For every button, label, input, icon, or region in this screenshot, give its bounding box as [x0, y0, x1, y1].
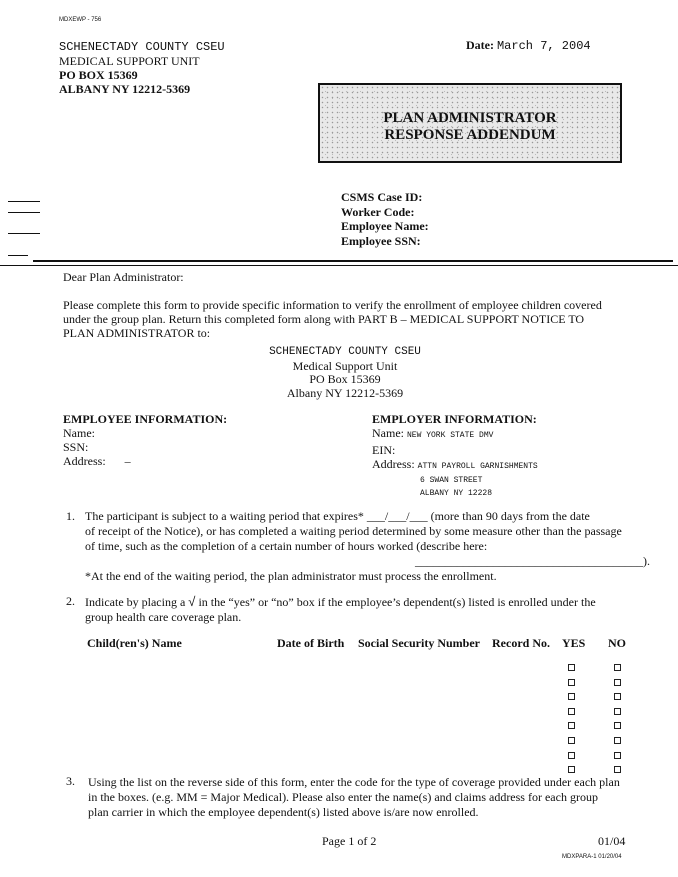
item-1-line-3: of time, such as the completion of a certain number of hours worked (describe here: — [85, 539, 488, 553]
item-2-line-1a: Indicate by placing a — [85, 595, 186, 609]
yes-checkbox[interactable] — [568, 708, 575, 715]
no-checkbox[interactable] — [614, 664, 621, 671]
sender-line-2: MEDICAL SUPPORT UNIT — [59, 54, 200, 68]
employee-ssn-label: Employee SSN: — [341, 233, 421, 248]
employee-name-label: Employee Name: — [341, 219, 429, 233]
addendum-line-2: RESPONSE ADDENDUM — [384, 127, 556, 143]
item-1-line-1b: (more than 90 days from the date — [430, 509, 590, 523]
no-checkbox[interactable] — [614, 679, 621, 686]
item-3-number: 3. — [66, 774, 75, 788]
no-checkbox[interactable] — [614, 708, 621, 715]
worker-code-label: Worker Code: — [341, 204, 415, 219]
item-2-number: 2. — [66, 594, 75, 608]
intro-line-3: PLAN ADMINISTRATOR to: — [63, 326, 211, 340]
employer-info — [372, 412, 538, 500]
footer-date-code: 01/04 — [598, 834, 626, 848]
intro-line-2: under the group plan. Return this completed form along with PART B – MEDICAL SUPPORT NOTICE TO — [63, 312, 585, 326]
intro-paragraph — [63, 298, 626, 340]
employer-address-line-1: ATTN PAYROLL GARNISHMENTS — [417, 462, 538, 471]
margin-mark — [8, 201, 40, 202]
yes-checkbox[interactable] — [568, 752, 575, 759]
return-line-3: PO Box 15369 — [309, 372, 381, 386]
yes-checkbox[interactable] — [568, 766, 575, 773]
yes-checkbox[interactable] — [568, 679, 575, 686]
item-2-line-2: group health care coverage plan. — [85, 610, 242, 624]
intro-line-1: Please complete this form to provide specific information to verify the enrollment of employee children covered — [63, 298, 602, 312]
employee-info-heading: EMPLOYEE INFORMATION: — [63, 412, 228, 426]
col-header-ssn: Social Security Number — [358, 636, 480, 650]
item-3-line-2: in the boxes. (e.g. MM = Major Medical). Please also enter the name(s) and claims address for each group — [88, 790, 598, 804]
employer-address-label: Address: — [372, 457, 415, 471]
employee-address-field: Address: — [63, 454, 106, 468]
col-header-name: Child(ren's) Name — [87, 636, 182, 650]
margin-mark — [8, 233, 40, 234]
csms-case-id-label: CSMS Case ID: — [341, 190, 423, 204]
form-code-top: MDXEWP - 756 — [59, 17, 102, 23]
employer-address-line-2: 6 SWAN STREET — [420, 476, 483, 485]
item-1-line-2: of receipt of the Notice), or has completed a waiting period determined by some measure other than the passage — [85, 524, 622, 538]
item-1-line-4: ______________________________________). — [415, 554, 650, 568]
yes-checkbox[interactable] — [568, 693, 575, 700]
employee-info — [63, 412, 227, 468]
item-3-text — [88, 775, 628, 820]
date-value: March 7, 2004 — [496, 39, 591, 53]
return-address — [200, 346, 490, 400]
no-checkbox[interactable] — [614, 766, 621, 773]
employee-ssn-field: SSN: — [63, 440, 89, 454]
salutation: Dear Plan Administrator: — [63, 270, 184, 284]
no-checkbox[interactable] — [614, 722, 621, 729]
item-3-line-3: plan carrier in which the employee dependent(s) listed above is/are now enrolled. — [88, 805, 479, 819]
yes-checkbox[interactable] — [568, 664, 575, 671]
sender-address — [59, 40, 225, 96]
item-2-line-1b: in the “yes” or “no” box if the employee’s dependent(s) listed is enrolled under the — [198, 595, 596, 609]
item-1-line-1a: The participant is subject to a waiting period that expires* — [85, 509, 364, 523]
addendum-title — [318, 110, 622, 144]
return-line-2: Medical Support Unit — [292, 358, 398, 373]
no-checkbox[interactable] — [614, 693, 621, 700]
divider-rule-thin — [0, 265, 678, 266]
employee-address-value: – — [124, 454, 131, 468]
employee-name-field: Name: — [63, 426, 95, 440]
employer-info-heading: EMPLOYER INFORMATION: — [372, 412, 537, 426]
no-checkbox[interactable] — [614, 752, 621, 759]
date-block — [466, 38, 591, 53]
sender-line-4: ALBANY NY 12212-5369 — [59, 82, 191, 96]
no-checkbox[interactable] — [614, 737, 621, 744]
sender-line-3: PO BOX 15369 — [59, 68, 138, 82]
divider-rule — [33, 260, 673, 262]
footer-form-code: MDXPARA-1 01/20/04 — [562, 854, 622, 860]
item-1-date-blank: ___/___/___ — [366, 509, 428, 523]
return-line-4: Albany NY 12212-5369 — [286, 385, 404, 400]
page-number: Page 1 of 2 — [322, 834, 377, 848]
employer-ein-label: EIN: — [372, 443, 396, 457]
checkmark-icon: √ — [188, 594, 196, 609]
item-1-number: 1. — [66, 509, 75, 523]
employer-name-label: Name: — [372, 426, 404, 440]
yes-checkbox[interactable] — [568, 722, 575, 729]
date-label: Date: — [466, 38, 494, 52]
item-1-footnote: *At the end of the waiting period, the plan administrator must process the enrollment. — [85, 569, 497, 583]
col-header-yes: YES — [562, 636, 586, 650]
sender-line-1: SCHENECTADY COUNTY CSEU — [59, 40, 225, 54]
employer-name-value: NEW YORK STATE DMV — [407, 431, 494, 440]
col-header-no: NO — [608, 636, 626, 650]
yes-checkbox[interactable] — [568, 737, 575, 744]
employer-address-line-3: ALBANY NY 12228 — [420, 489, 493, 498]
item-2-text — [85, 594, 628, 625]
return-line-1: SCHENECTADY COUNTY CSEU — [269, 346, 421, 358]
margin-mark — [8, 212, 40, 213]
col-header-record: Record No. — [492, 636, 550, 650]
case-fields — [341, 190, 429, 248]
margin-mark — [8, 255, 28, 256]
item-3-line-1: Using the list on the reverse side of this form, enter the code for the type of coverage provided under each plan — [88, 775, 620, 789]
addendum-line-1: PLAN ADMINISTRATOR — [383, 110, 557, 126]
item-1-text — [85, 509, 650, 584]
col-header-dob: Date of Birth — [277, 636, 345, 650]
